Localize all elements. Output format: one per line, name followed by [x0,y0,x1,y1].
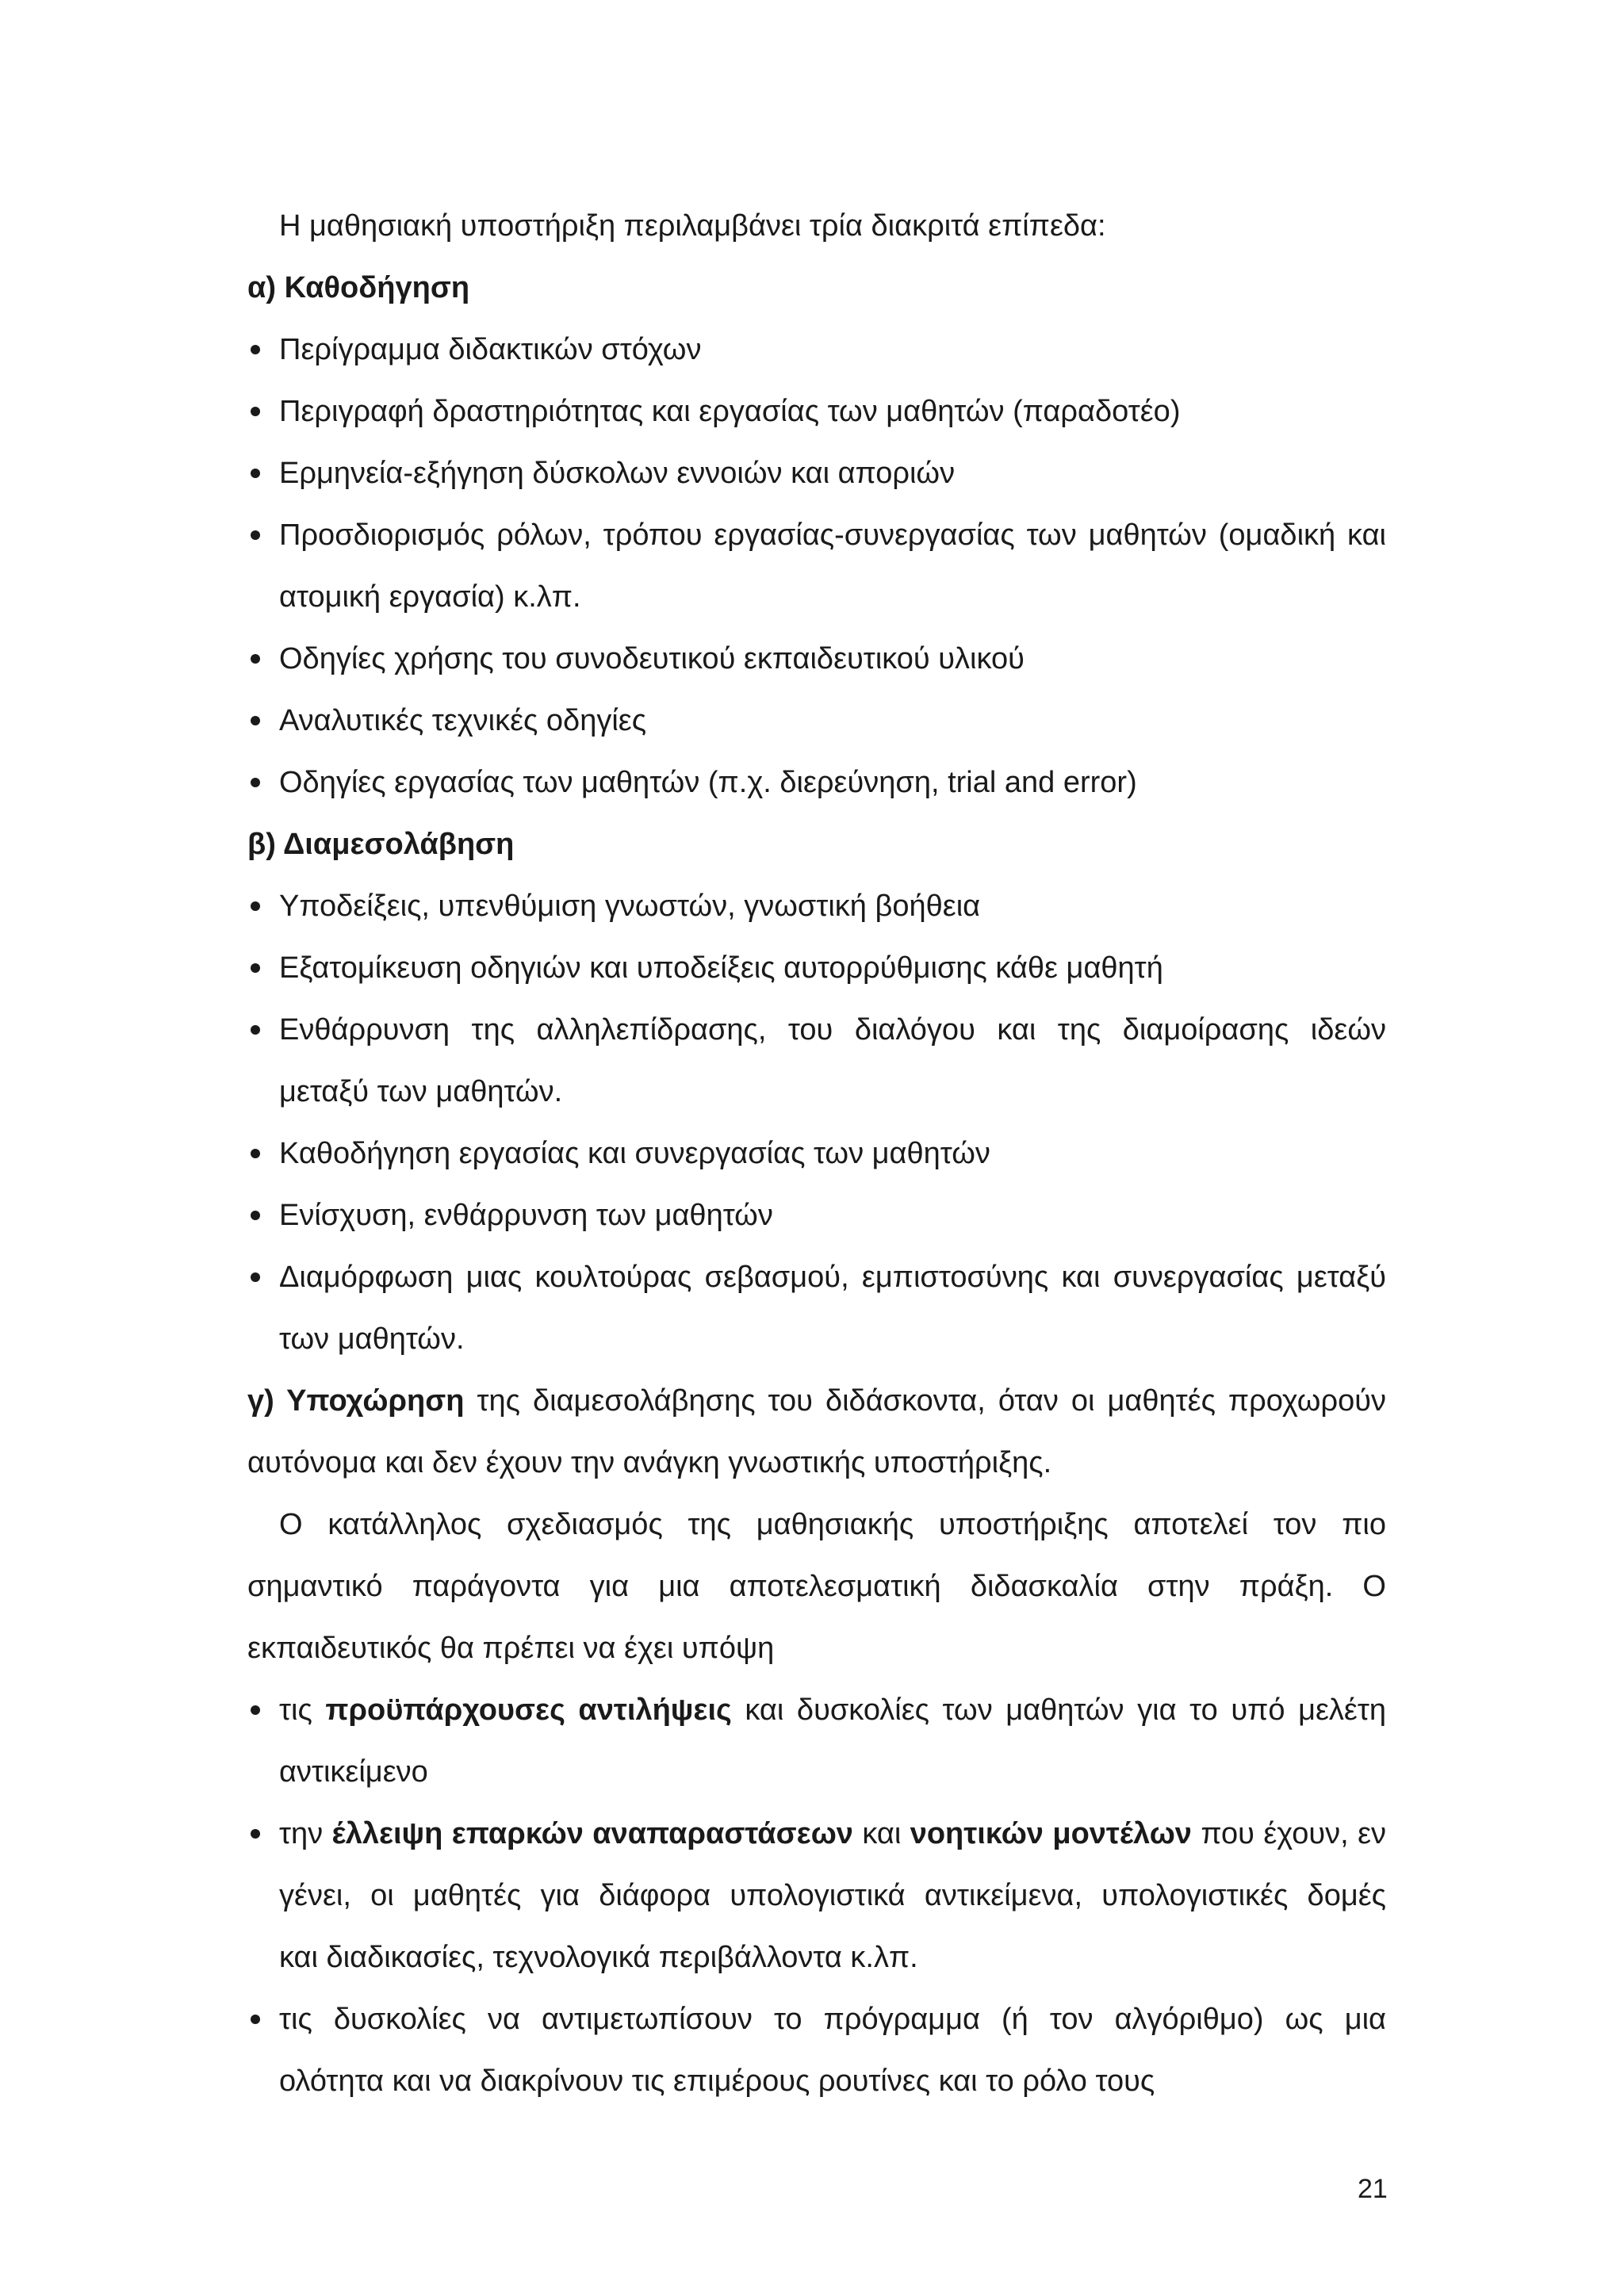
list-item: τις δυσκολίες να αντιμετωπίσουν το πρόγραμμα (ή τον αλγόριθμο) ως μια [247,1988,1386,2050]
list-item-continuation: μεταξύ των μαθητών. [279,1075,563,1108]
bullet-icon [251,2015,260,2024]
list-item: Οδηγίες εργασίας των μαθητών (π.χ. διερεύνηση, trial and error) [247,752,1386,813]
list-item: Υποδείξεις, υπενθύμιση γνωστών, γνωστική βοήθεια [247,875,1386,937]
bullet-icon [251,654,260,664]
list-item: Διαμόρφωση μιας κουλτούρας σεβασμού, εμπιστοσύνης και συνεργασίας μεταξύ [247,1246,1386,1308]
bullet-icon [251,1025,260,1035]
bullet-icon [251,1211,260,1220]
bullet-icon [251,901,260,911]
list-item-continuation: ολότητα και να διακρίνουν τις επιμέρους ρουτίνες και το ρόλο τους [279,2064,1155,2098]
list-item-continuation: και διαδικασίες, τεχνολογικά περιβάλλοντα κ.λπ. [279,1941,918,1974]
list-item-continuation: ατομική εργασία) κ.λπ. [279,580,581,614]
section-c-line: αυτόνομα και δεν έχουν την ανάγκη γνωστικής υποστήριξης. [247,1446,1052,1479]
page-content [247,195,1386,2112]
list-item: Περιγραφή δραστηριότητας και εργασίας των μαθητών (παραδοτέο) [247,381,1386,442]
bullet-icon [251,1272,260,1282]
section-b-heading: β) Διαμεσολάβηση [247,828,515,861]
list-item: Περίγραμμα διδακτικών στόχων [247,319,1386,381]
bullet-icon [251,1829,260,1839]
bullet-icon [251,530,260,540]
list-item: τις προϋπάρχουσες αντιλήψεις και δυσκολίες των μαθητών για το υπό μελέτη [247,1679,1386,1741]
list-item: Αναλυτικές τεχνικές οδηγίες [247,690,1386,752]
list-item: την έλλειψη επαρκών αναπαραστάσεων και νοητικών μοντέλων που έχουν, εν [247,1803,1386,1865]
list-item: Ερμηνεία-εξήγηση δύσκολων εννοιών και αποριών [247,442,1386,504]
paragraph-line: εκπαιδευτικός θα πρέπει να έχει υπόψη [247,1632,775,1665]
bullet-icon [251,716,260,725]
section-c-line: γ) Υποχώρηση της διαμεσολάβησης του διδάσκοντα, όταν οι μαθητές προχωρούν [247,1384,1386,1418]
bullet-icon [251,778,260,787]
list-item-continuation: γένει, οι μαθητές για διάφορα υπολογιστικά αντικείμενα, υπολογιστικές δομές [279,1879,1386,1912]
list-item-continuation: των μαθητών. [279,1322,465,1356]
bullet-icon [251,469,260,478]
paragraph-line: Ο κατάλληλος σχεδιασμός της μαθησιακής υποστήριξης αποτελεί τον πιο [279,1508,1386,1541]
page-number: 21 [1358,2174,1388,2204]
list-item: Καθοδήγηση εργασίας και συνεργασίας των μαθητών [247,1123,1386,1184]
section-c-heading: γ) Υποχώρηση [247,1384,465,1418]
bullet-icon [251,345,260,354]
bullet-icon [251,963,260,973]
intro-text: Η μαθησιακή υποστήριξη περιλαμβάνει τρία διακριτά επίπεδα: [279,209,1106,243]
list-item: Ενθάρρυνση της αλληλεπίδρασης, του διαλόγου και της διαμοίρασης ιδεών [247,999,1386,1061]
list-item: Εξατομίκευση οδηγιών και υποδείξεις αυτορρύθμισης κάθε μαθητή [247,937,1386,999]
bullet-icon [251,1149,260,1158]
list-item: Προσδιορισμός ρόλων, τρόπου εργασίας-συνεργασίας των μαθητών (ομαδική και [247,504,1386,566]
list-item: Ενίσχυση, ενθάρρυνση των μαθητών [247,1184,1386,1246]
section-a-heading: α) Καθοδήγηση [247,271,470,304]
list-item-continuation: αντικείμενο [279,1755,428,1789]
bullet-icon [251,1705,260,1715]
bullet-icon [251,407,260,416]
paragraph-line: σημαντικό παράγοντα για μια αποτελεσματική διδασκαλία στην πράξη. Ο [247,1570,1386,1603]
list-item: Οδηγίες χρήσης του συνοδευτικού εκπαιδευτικού υλικού [247,628,1386,690]
